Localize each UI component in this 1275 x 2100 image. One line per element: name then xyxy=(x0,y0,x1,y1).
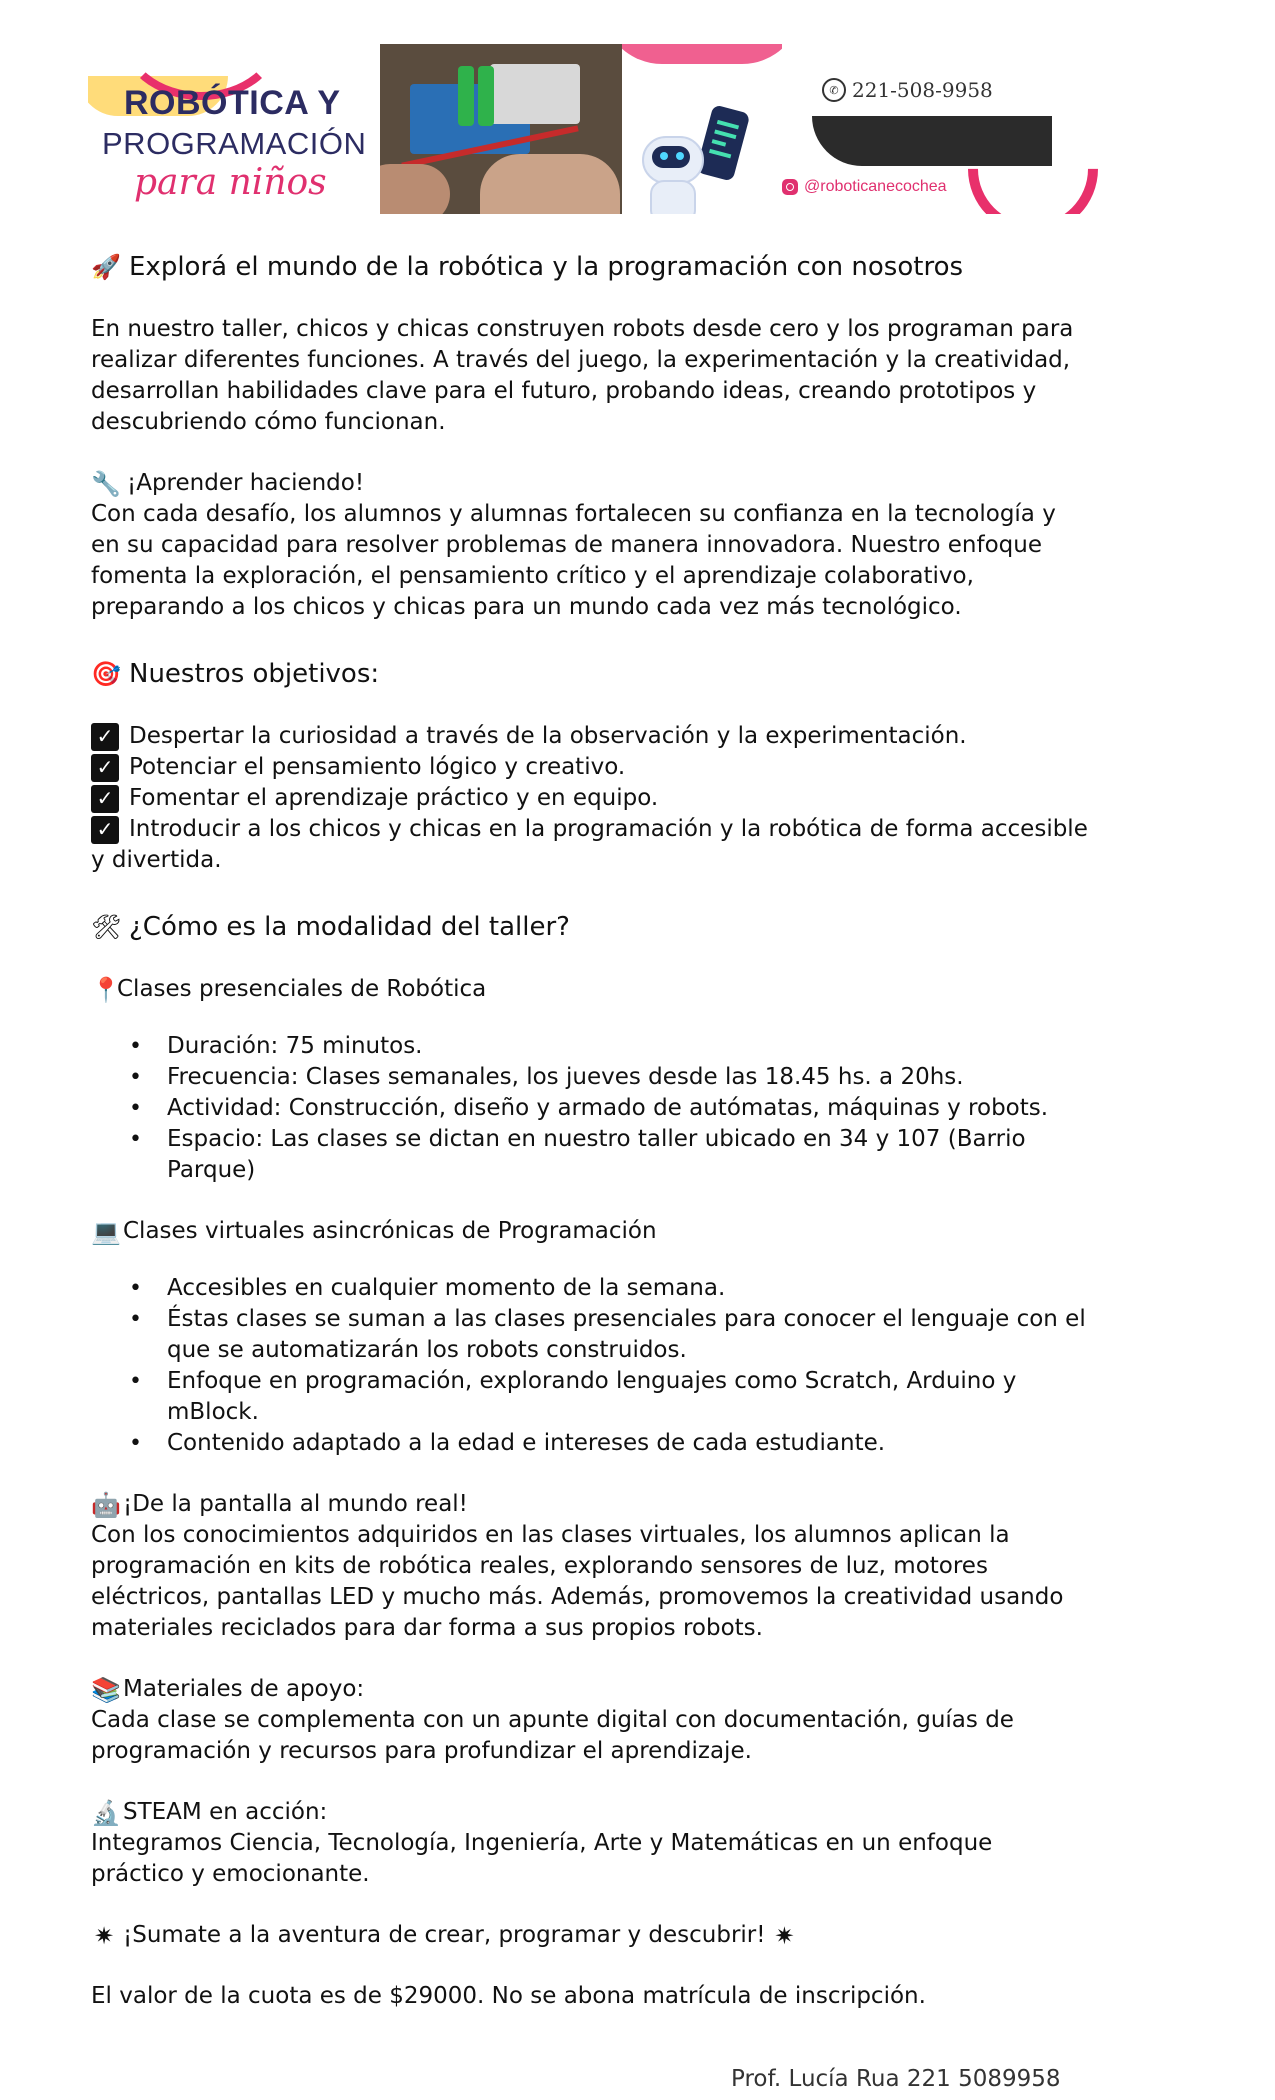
header-banner xyxy=(88,34,1098,214)
microscope-icon: 🔬 xyxy=(91,1798,121,1827)
list-item: • Duración: 75 minutos. xyxy=(167,1031,1091,1062)
robot-kit-photo xyxy=(380,44,622,214)
real-world-heading xyxy=(91,1489,1091,1520)
phone-illustration xyxy=(696,104,751,181)
list-item: • Frecuencia: Clases semanales, los jueves desde las 18.45 hs. a 20hs. xyxy=(167,1062,1091,1093)
whatsapp-icon: ✆ xyxy=(822,78,846,102)
cta-line xyxy=(91,1920,1091,1951)
steam-heading xyxy=(91,1797,1091,1828)
list-item xyxy=(91,752,1091,783)
pushpin-icon: 📍 xyxy=(91,975,121,1004)
objective-text: Despertar la curiosidad a través de la observación y la experimentación. xyxy=(129,723,967,749)
phone-number: 221-508-9958 xyxy=(852,78,993,102)
objectives-heading xyxy=(91,657,1091,691)
objective-text: Potenciar el pensamiento lógico y creativo. xyxy=(129,754,626,780)
tools-icon: 🛠 xyxy=(91,913,122,941)
intro-paragraph: En nuestro taller, chicos y chicas construyen robots desde cero y los programan para realizar diferentes funciones. A través del juego, la experimentación y la creatividad, desarrollan habilidades clave para el futuro, probando ideas, creando prototipos y descubriendo cómo funcionan. xyxy=(91,316,1074,435)
objective-text: Fomentar el aprendizaje práctico y en equipo. xyxy=(129,785,659,811)
contact-panel xyxy=(782,34,1098,214)
laptop-icon: 💻 xyxy=(91,1217,121,1246)
photo-hand xyxy=(480,154,620,214)
robot-body xyxy=(650,180,696,214)
sparkle-icon: ✷ xyxy=(774,1921,795,1950)
target-icon: 🎯 xyxy=(91,660,121,688)
robot-icon: 🤖 xyxy=(91,1490,121,1519)
learn-paragraph: Con cada desafío, los alumnos y alumnas fortalecen su confianza en la tecnología y en su capacidad para resolver problemas de manera innovadora. Nuestro enfoque fomenta la exploración, el pensamiento crítico y el aprendizaje colaborativo, preparando a los chicos y chicas para un mundo cada vez más tecnológico. xyxy=(91,501,1056,620)
flyer-content xyxy=(91,250,1091,2012)
materials-heading-text: Materiales de apoyo: xyxy=(123,1676,365,1702)
presencial-title xyxy=(91,974,1091,1005)
signature: Prof. Lucía Rua 221 5089958 xyxy=(731,2066,1061,2092)
virtual-title-text: Clases virtuales asincrónicas de Programación xyxy=(123,1218,657,1244)
checkmark-icon: ✓ xyxy=(91,723,119,751)
brand-title-line3: para niños xyxy=(134,162,327,203)
objective-text: Introducir a los chicos y chicas en la programación y la robótica de forma accesible y divertida. xyxy=(91,816,1088,873)
list-item: • Actividad: Construcción, diseño y armado de autómatas, máquinas y robots. xyxy=(167,1093,1091,1124)
steam-heading-text: STEAM en acción: xyxy=(123,1799,328,1825)
photo-battery xyxy=(458,66,474,126)
intro-heading xyxy=(91,250,1091,284)
steam-paragraph: Integramos Ciencia, Tecnología, Ingeniería, Arte y Matemáticas en un enfoque práctico y emocionante. xyxy=(91,1830,993,1887)
virtual-list xyxy=(91,1273,1091,1459)
brand-logo xyxy=(88,34,378,214)
instagram-handle: @roboticanecochea xyxy=(804,178,947,195)
checkmark-icon: ✓ xyxy=(91,816,119,844)
robot-eye xyxy=(676,152,684,160)
virtual-title xyxy=(91,1216,1091,1247)
brand-title-line2: PROGRAMACIÓN xyxy=(102,126,367,161)
sparkle-icon: ✷ xyxy=(93,1921,115,1950)
photo-battery xyxy=(478,66,494,126)
list-item: • Enfoque en programación, explorando lenguajes como Scratch, Arduino y mBlock. xyxy=(167,1366,1091,1428)
list-item xyxy=(91,814,1091,876)
list-item: • Contenido adaptado a la edad e intereses de cada estudiante. xyxy=(167,1428,1091,1459)
robot-eye xyxy=(660,152,668,160)
instagram-icon xyxy=(782,179,798,195)
photo-hand xyxy=(380,164,450,214)
objectives-heading-text: Nuestros objetivos: xyxy=(129,659,380,689)
wrench-icon: 🔧 xyxy=(91,469,121,498)
learn-heading xyxy=(91,468,1091,499)
presencial-title-text: Clases presenciales de Robótica xyxy=(117,976,487,1002)
modality-heading xyxy=(91,910,1091,944)
photo-board-grey xyxy=(490,64,580,124)
modality-heading-text: ¿Cómo es la modalidad del taller? xyxy=(129,912,570,942)
presencial-list xyxy=(91,1031,1091,1186)
objectives-list xyxy=(91,721,1091,876)
intro-heading-text: Explorá el mundo de la robótica y la programación con nosotros xyxy=(129,252,964,282)
decor-pink-shape xyxy=(622,44,782,64)
phone-contact xyxy=(822,78,993,102)
instagram-contact xyxy=(782,178,947,196)
robot-illustration xyxy=(622,44,782,214)
checkmark-icon: ✓ xyxy=(91,785,119,813)
list-item: • Éstas clases se suman a las clases presenciales para conocer el lenguaje con el que se automatizarán los robots construidos. xyxy=(167,1304,1091,1366)
brand-title-line1: ROBÓTICA Y xyxy=(124,84,341,122)
list-item xyxy=(91,783,1091,814)
checkmark-icon: ✓ xyxy=(91,754,119,782)
list-item: • Espacio: Las clases se dictan en nuestro taller ubicado en 34 y 107 (Barrio Parque) xyxy=(167,1124,1091,1186)
robot-face xyxy=(652,146,690,168)
materials-paragraph: Cada clase se complementa con un apunte digital con documentación, guías de programación y recursos para profundizar el aprendizaje. xyxy=(91,1707,1014,1764)
list-item xyxy=(91,721,1091,752)
real-world-heading-text: ¡De la pantalla al mundo real! xyxy=(123,1491,468,1517)
fee-text: El valor de la cuota es de $29000. No se abona matrícula de inscripción. xyxy=(91,1983,926,2009)
list-item: • Accesibles en cualquier momento de la semana. xyxy=(167,1273,1091,1304)
rocket-icon: 🚀 xyxy=(91,253,121,281)
materials-heading xyxy=(91,1674,1091,1705)
learn-heading-text: ¡Aprender haciendo! xyxy=(127,470,365,496)
cta-text: ¡Sumate a la aventura de crear, programar y descubrir! xyxy=(123,1922,766,1948)
books-icon: 📚 xyxy=(91,1675,121,1704)
real-world-paragraph: Con los conocimientos adquiridos en las clases virtuales, los alumnos aplican la programación en kits de robótica reales, explorando sensores de luz, motores eléctricos, pantallas LED y mucho más. Además, promovemos la creatividad usando materiales reciclados para dar forma a sus propios robots. xyxy=(91,1522,1064,1641)
